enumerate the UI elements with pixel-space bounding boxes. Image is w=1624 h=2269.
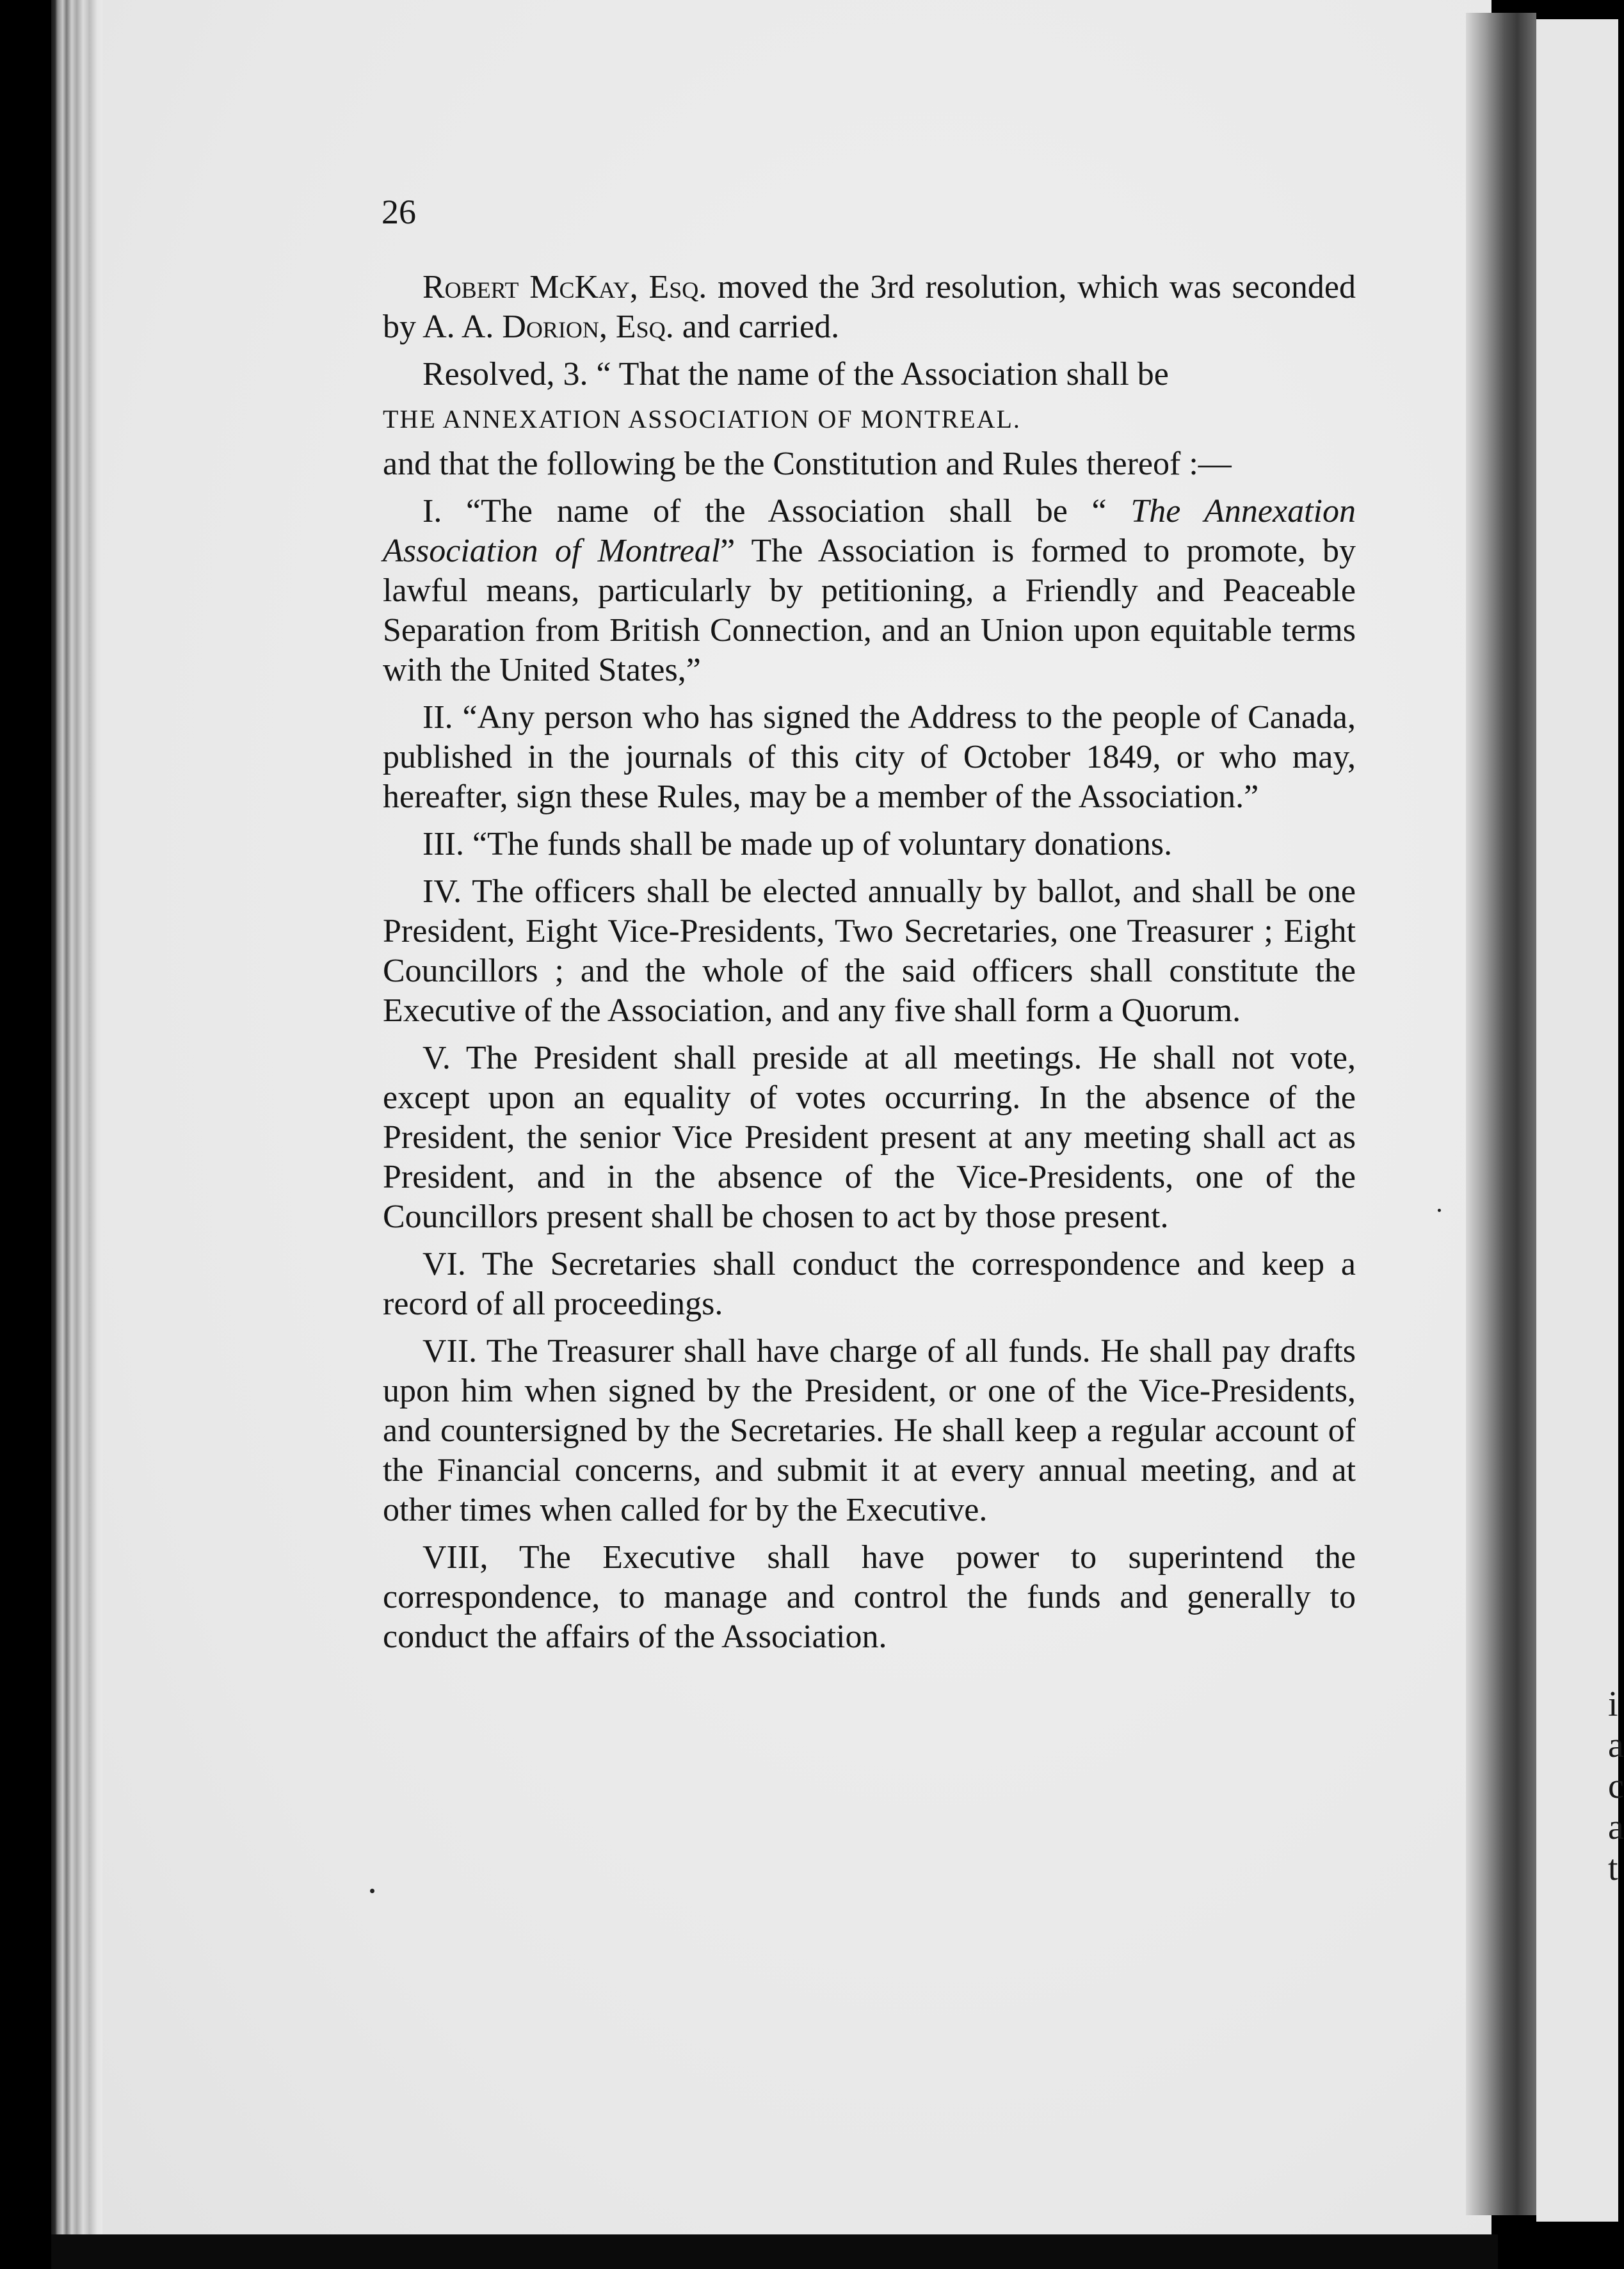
association-heading: THE ANNEXATION ASSOCIATION OF MONTREAL. — [383, 405, 1021, 433]
page-number: 26 — [382, 193, 416, 231]
facing-page-strip — [1536, 19, 1624, 2222]
page-body — [383, 268, 1356, 1657]
article-1-text: I. “The name of the Association shall be “ — [422, 493, 1131, 529]
intro-paragraph — [383, 268, 1356, 347]
facing-page-fragment: t — [1608, 1848, 1618, 1888]
article-1-italic: The Annexation Association of Montreal — [383, 493, 1356, 569]
ink-speck — [370, 1889, 374, 1893]
page-edges — [51, 0, 102, 2269]
article-6: VI. The Secretaries shall conduct the correspondence and keep a record of all proceedings. — [383, 1246, 1356, 1322]
seconder-name: Dorion, Esq. — [502, 309, 674, 345]
intro-text-end: and carried. — [673, 309, 840, 345]
article-1 — [383, 492, 1356, 690]
ink-speck — [1438, 1209, 1441, 1212]
article-4: IV. The officers shall be elected annually by ballot, and shall be one President, Eight Vice-Presidents, Two Secretaries, one Treasurer ; Eight Councillors ; and the whole of the said officers shall constitute the Executive of the Association, and any five shall form a Quorum. — [383, 873, 1356, 1029]
article-2: II. “Any person who has signed the Address to the people of Canada, published in the journals of this city of October 1849, or who may, hereafter, sign these Rules, may be a member of the Association.” — [383, 699, 1356, 815]
article-5: V. The President shall preside at all meetings. He shall not vote, except upon an equality of votes occurring. In the absence of the President, the senior Vice President present at any meeting shall act as President, and in the absence of the Vice-Presidents, one of the Councillors present shall be chosen to act by those present. — [383, 1040, 1356, 1235]
book-gutter-shadow — [1466, 13, 1536, 2215]
facing-page-fragment: c — [1608, 1766, 1624, 1806]
facing-page-fragment: a — [1608, 1807, 1624, 1847]
article-8: VIII, The Executive shall have power to superintend the correspondence, to manage and control the funds and generally to conduct the affairs of the Association. — [383, 1539, 1356, 1655]
facing-page-fragment: i — [1608, 1684, 1618, 1724]
resolution-paragraph: Resolved, 3. “ That the name of the Association shall be — [422, 356, 1169, 392]
article-1-text-end: ” The Association is formed to promote, by lawful means, particularly by petitioning, a Friendly and Peaceable Separation from British Connection, and an Union upon equitable terms with the United States,” — [383, 533, 1356, 688]
facing-page-fragment: a — [1608, 1725, 1624, 1765]
mover-name: Robert McKay, Esq. — [422, 269, 707, 305]
article-7: VII. The Treasurer shall have charge of all funds. He shall pay drafts upon him when signed by the President, or one of the Vice-Presidents, and countersigned by the Secretaries. He shall keep a regular account of the Financial concerns, and submit it at every annual meeting, and at other times when called for by the Executive. — [383, 1333, 1356, 1528]
intro-text: moved the 3rd resolution, which was seconded by A. A. — [383, 269, 1356, 345]
constitution-intro: and that the following be the Constitution and Rules thereof :— — [383, 446, 1232, 482]
page-bottom-shadow — [51, 2234, 1498, 2269]
article-3: III. “The funds shall be made up of voluntary donations. — [422, 826, 1173, 862]
